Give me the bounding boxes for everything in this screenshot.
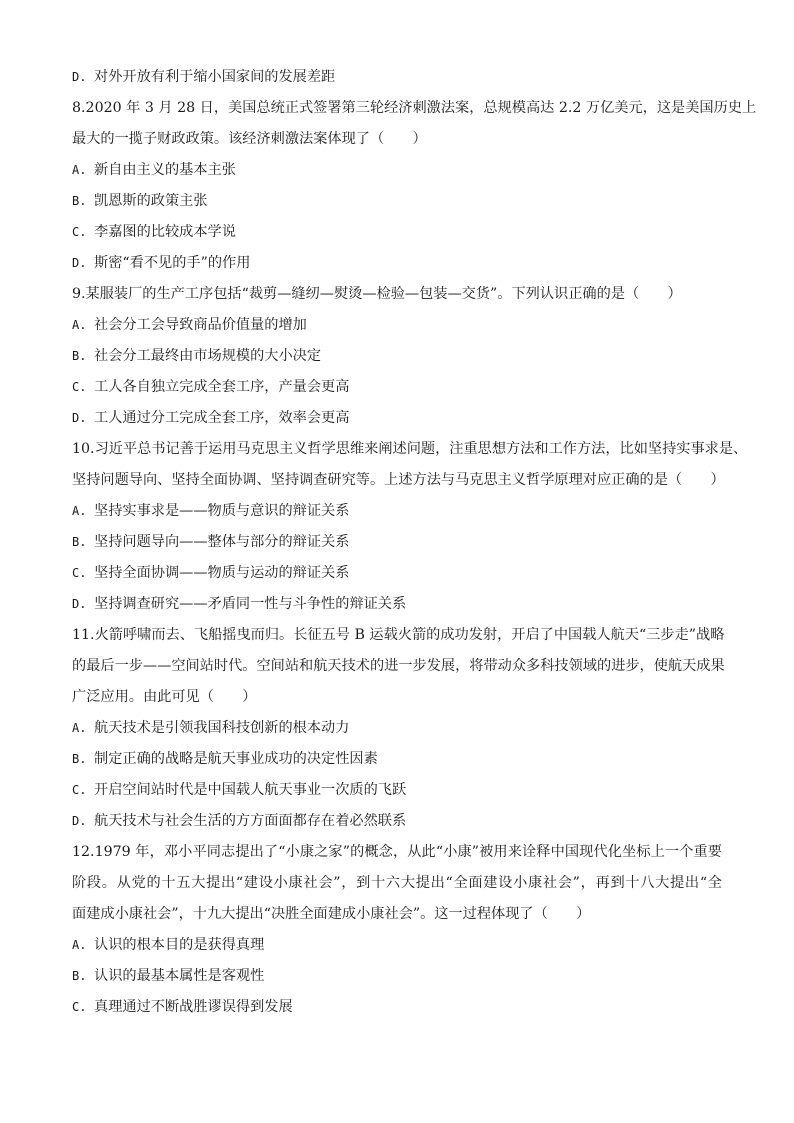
answer-option [72, 186, 722, 217]
option-text: 社会分工最终由市场规模的大小决定 [94, 348, 322, 364]
answer-option [72, 775, 722, 806]
option-text: 认识的最基本属性是客观性 [94, 968, 265, 984]
answer-option [72, 248, 722, 279]
option-letter: C. [72, 783, 87, 797]
option-text: 真理通过不断战胜谬误得到发展 [94, 999, 293, 1015]
answer-option [72, 961, 722, 992]
option-text: 对外开放有利于缩小国家间的发展差距 [94, 69, 336, 85]
option-text: 斯密“看不见的手”的作用 [94, 255, 251, 271]
option-letter: C. [72, 566, 87, 580]
option-letter: A. [72, 318, 87, 332]
option-letter: D. [72, 597, 87, 611]
question-stem-line: 阶段。从党的十五大提出“建设小康社会”，到十六大提出“全面建设小康社会”，再到十八大提出“全 [72, 875, 722, 891]
question-stem-line: 广泛应用。由此可见（ ） [72, 689, 257, 705]
answer-option [72, 992, 722, 1023]
answer-option [72, 713, 722, 744]
question-stem-line: 11.火箭呼啸而去、飞船摇曳而归。长征五号 B 运载火箭的成功发射，开启了中国载人航天“三步走”战略 [72, 627, 725, 643]
answer-option [72, 930, 722, 961]
option-letter: D. [72, 70, 87, 84]
option-text: 工人通过分工完成全套工序，效率会更高 [94, 410, 350, 426]
option-letter: A. [72, 163, 87, 177]
option-text: 坚持调查研究——矛盾同一性与斗争性的辩证关系 [94, 596, 407, 612]
question-stem-line: 的最后一步——空间站时代。空间站和航天技术的进一步发展，将带动众多科技领域的进步，使航天成果 [72, 658, 725, 674]
question-stem-line: 面建成小康社会”，十九大提出“决胜全面建成小康社会”。这一过程体现了（ ） [72, 906, 591, 922]
option-letter: A. [72, 721, 87, 735]
question-stem-line: 坚持问题导向、坚持全面协调、坚持调查研究等。上述方法与马克思主义哲学原理对应正确的是（ ） [72, 472, 725, 488]
answer-option [72, 310, 722, 341]
question-stem-line: 8.2020 年 3 月 28 日，美国总统正式签署第三轮经济刺激法案，总规模高达 2.2 万亿美元，这是美国历史上 [72, 100, 757, 116]
option-letter: A. [72, 938, 87, 952]
answer-option [72, 527, 722, 558]
answer-option [72, 403, 722, 434]
answer-option [72, 744, 722, 775]
answer-option [72, 589, 722, 620]
option-letter: B. [72, 535, 87, 549]
option-letter: B. [72, 969, 87, 983]
option-letter: A. [72, 504, 87, 518]
option-text: 凯恩斯的政策主张 [94, 193, 208, 209]
option-text: 新自由主义的基本主张 [94, 162, 236, 178]
option-letter: C. [72, 380, 87, 394]
option-letter: B. [72, 194, 87, 208]
option-letter: B. [72, 752, 87, 766]
option-letter: C. [72, 1000, 87, 1014]
option-text: 航天技术与社会生活的方方面面都存在着必然联系 [94, 813, 407, 829]
option-letter: D. [72, 256, 87, 270]
option-text: 航天技术是引领我国科技创新的根本动力 [94, 720, 350, 736]
question-stem-line: 最大的一揽子财政政策。该经济刺激法案体现了（ ） [72, 131, 427, 147]
answer-option [72, 806, 722, 837]
option-text: 认识的根本目的是获得真理 [94, 937, 265, 953]
option-letter: C. [72, 225, 87, 239]
answer-option [72, 217, 722, 248]
answer-option [72, 341, 722, 372]
answer-option [72, 496, 722, 527]
option-text: 坚持实事求是——物质与意识的辩证关系 [94, 503, 350, 519]
option-letter: D. [72, 411, 87, 425]
option-text: 工人各自独立完成全套工序，产量会更高 [94, 379, 350, 395]
option-text: 坚持全面协调——物质与运动的辩证关系 [94, 565, 350, 581]
option-text: 社会分工会导致商品价值量的增加 [94, 317, 307, 333]
question-stem-line: 10.习近平总书记善于运用马克思主义哲学思维来阐述问题，注重思想方法和工作方法，比如坚持实事求是、 [72, 441, 748, 457]
answer-option [72, 372, 722, 403]
option-text: 李嘉图的比较成本学说 [94, 224, 236, 240]
exam-page [72, 62, 757, 1023]
answer-option [72, 62, 722, 93]
option-letter: B. [72, 349, 87, 363]
option-text: 制定正确的战略是航天事业成功的决定性因素 [94, 751, 378, 767]
option-text: 开启空间站时代是中国载人航天事业一次质的飞跃 [94, 782, 407, 798]
answer-option [72, 558, 722, 589]
option-letter: D. [72, 814, 87, 828]
answer-option [72, 155, 722, 186]
question-stem-line: 12.1979 年，邓小平同志提出了“小康之家”的概念，从此“小康”被用来诠释中国现代化坐标上一个重要 [72, 844, 722, 860]
option-text: 坚持问题导向——整体与部分的辩证关系 [94, 534, 350, 550]
question-stem-line: 9.某服装厂的生产工序包括“裁剪—缝纫—熨烫—检验—包装—交货”。下列认识正确的是（ ） [72, 286, 682, 302]
